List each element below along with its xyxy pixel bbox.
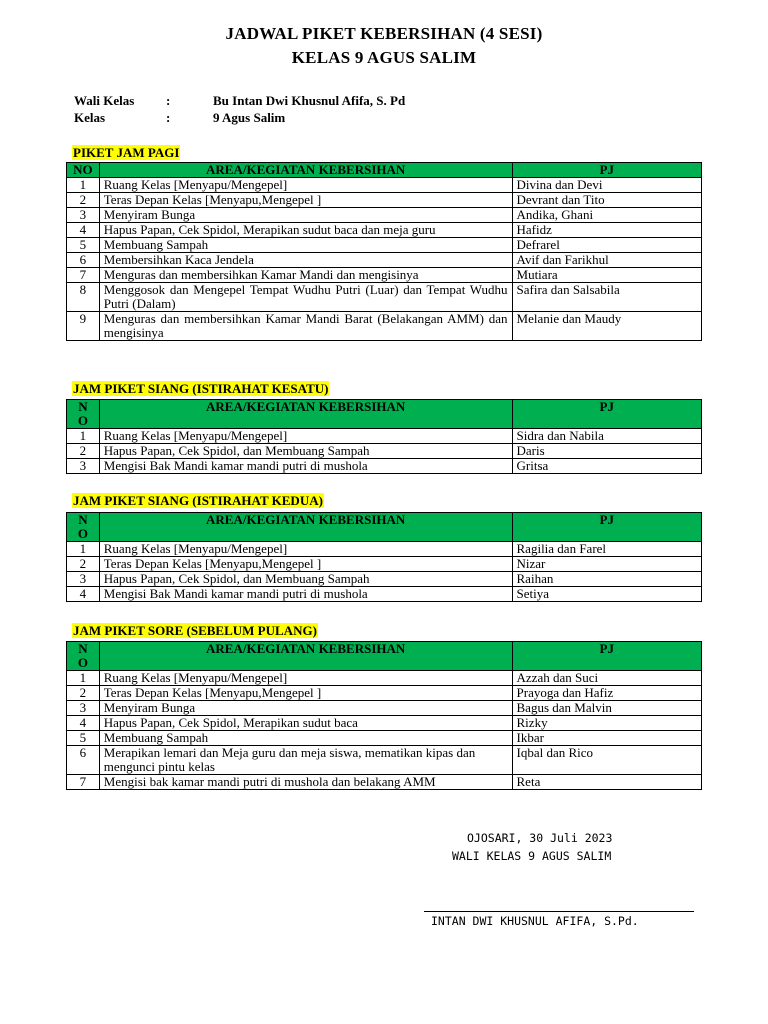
section-title-siang-1: JAM PIKET SIANG (ISTIRAHAT KESATU): [73, 381, 329, 396]
row-pj: Azzah dan Suci: [512, 671, 701, 686]
row-area: Mengisi bak kamar mandi putri di mushola dan belakang AMM: [99, 775, 512, 790]
row-no: 1: [67, 542, 100, 557]
table-siang-1: [66, 399, 702, 474]
section-title-pagi: PIKET JAM PAGI: [73, 145, 180, 160]
table-row: [67, 587, 702, 602]
row-area: Menguras dan membersihkan Kamar Mandi Barat (Belakangan AMM) dan mengisinya: [99, 312, 512, 341]
row-pj: Avif dan Farikhul: [512, 253, 701, 268]
header-area: AREA/KEGIATAN KEBERSIHAN: [99, 163, 512, 178]
header-no: NO: [67, 513, 100, 542]
table-row: [67, 312, 702, 341]
row-no: 5: [67, 731, 100, 746]
table-row: [67, 542, 702, 557]
row-pj: Hafidz: [512, 223, 701, 238]
row-no: 3: [67, 701, 100, 716]
row-pj: Ikbar: [512, 731, 701, 746]
row-area: Teras Depan Kelas [Menyapu,Mengepel ]: [99, 557, 512, 572]
row-pj: Divina dan Devi: [512, 178, 701, 193]
row-area: Mengisi Bak Mandi kamar mandi putri di mushola: [99, 587, 512, 602]
table-row: [67, 283, 702, 312]
row-area: Menyiram Bunga: [99, 208, 512, 223]
table-header-row: [67, 163, 702, 178]
row-no: 6: [67, 746, 100, 775]
header-area: AREA/KEGIATAN KEBERSIHAN: [99, 400, 512, 429]
row-pj: Bagus dan Malvin: [512, 701, 701, 716]
table-row: [67, 557, 702, 572]
header-area: AREA/KEGIATAN KEBERSIHAN: [99, 513, 512, 542]
table-row: [67, 238, 702, 253]
row-area: Menyiram Bunga: [99, 701, 512, 716]
table-row: [67, 746, 702, 775]
row-pj: Devrant dan Tito: [512, 193, 701, 208]
row-no: 1: [67, 671, 100, 686]
kelas-label: Kelas: [74, 110, 106, 125]
row-no: 4: [67, 587, 100, 602]
signature-role: WALI KELAS 9 AGUS SALIM: [452, 849, 612, 863]
table-row: [67, 268, 702, 283]
row-pj: Ragilia dan Farel: [512, 542, 701, 557]
table-row: [67, 775, 702, 790]
row-no: 4: [67, 223, 100, 238]
row-pj: Iqbal dan Rico: [512, 746, 701, 775]
row-pj: Raihan: [512, 572, 701, 587]
row-area: Ruang Kelas [Menyapu/Mengepel]: [99, 429, 512, 444]
row-area: Mengisi Bak Mandi kamar mandi putri di mushola: [99, 459, 512, 474]
row-area: Menggosok dan Mengepel Tempat Wudhu Putri (Luar) dan Tempat Wudhu Putri (Dalam): [99, 283, 512, 312]
wali-kelas-colon: :: [166, 93, 171, 108]
row-no: 2: [67, 557, 100, 572]
row-area: Ruang Kelas [Menyapu/Mengepel]: [99, 542, 512, 557]
row-no: 7: [67, 775, 100, 790]
row-pj: Reta: [512, 775, 701, 790]
table-sore: [66, 641, 702, 790]
row-area: Teras Depan Kelas [Menyapu,Mengepel ]: [99, 193, 512, 208]
kelas-value: 9 Agus Salim: [213, 110, 286, 125]
kelas-colon: :: [166, 110, 171, 125]
row-area: Hapus Papan, Cek Spidol, Merapikan sudut baca dan meja guru: [99, 223, 512, 238]
table-row: [67, 572, 702, 587]
row-area: Hapus Papan, Cek Spidol, dan Membuang Sampah: [99, 572, 512, 587]
section-title-siang-2: JAM PIKET SIANG (ISTIRAHAT KEDUA): [73, 493, 323, 508]
row-pj: Mutiara: [512, 268, 701, 283]
row-no: 6: [67, 253, 100, 268]
row-area: Menguras dan membersihkan Kamar Mandi dan mengisinya: [99, 268, 512, 283]
section-title-sore: JAM PIKET SORE (SEBELUM PULANG): [73, 623, 317, 638]
row-no: 3: [67, 459, 100, 474]
row-no: 3: [67, 208, 100, 223]
row-area: Hapus Papan, Cek Spidol, Merapikan sudut baca: [99, 716, 512, 731]
row-pj: Prayoga dan Hafiz: [512, 686, 701, 701]
signature-place-date: OJOSARI, 30 Juli 2023: [467, 831, 613, 845]
table-row: [67, 223, 702, 238]
row-area: Hapus Papan, Cek Spidol, dan Membuang Sampah: [99, 444, 512, 459]
row-pj: Defrarel: [512, 238, 701, 253]
row-pj: Setiya: [512, 587, 701, 602]
row-area: Membuang Sampah: [99, 731, 512, 746]
row-no: 3: [67, 572, 100, 587]
document-title: JADWAL PIKET KEBERSIHAN (4 SESI): [225, 24, 543, 43]
signature-name: INTAN DWI KHUSNUL AFIFA, S.Pd.: [431, 914, 639, 928]
row-area: Membuang Sampah: [99, 238, 512, 253]
signature-line: [424, 911, 694, 912]
row-no: 9: [67, 312, 100, 341]
header-no: NO: [67, 400, 100, 429]
header-no: NO: [67, 642, 100, 671]
row-area: Ruang Kelas [Menyapu/Mengepel]: [99, 178, 512, 193]
row-no: 1: [67, 429, 100, 444]
row-pj: Sidra dan Nabila: [512, 429, 701, 444]
header-pj: PJ: [512, 163, 701, 178]
row-pj: Gritsa: [512, 459, 701, 474]
table-header-row: [67, 513, 702, 542]
table-row: [67, 208, 702, 223]
header-pj: PJ: [512, 400, 701, 429]
row-area: Membersihkan Kaca Jendela: [99, 253, 512, 268]
table-row: [67, 716, 702, 731]
row-no: 8: [67, 283, 100, 312]
table-row: [67, 178, 702, 193]
table-row: [67, 429, 702, 444]
table-header-row: [67, 400, 702, 429]
table-row: [67, 444, 702, 459]
table-row: [67, 671, 702, 686]
row-area: Teras Depan Kelas [Menyapu,Mengepel ]: [99, 686, 512, 701]
table-row: [67, 686, 702, 701]
row-no: 4: [67, 716, 100, 731]
row-pj: Safira dan Salsabila: [512, 283, 701, 312]
row-no: 1: [67, 178, 100, 193]
row-no: 5: [67, 238, 100, 253]
table-row: [67, 253, 702, 268]
row-pj: Rizky: [512, 716, 701, 731]
wali-kelas-label: Wali Kelas: [74, 93, 135, 108]
document-subtitle: KELAS 9 AGUS SALIM: [291, 48, 477, 67]
row-no: 2: [67, 193, 100, 208]
header-pj: PJ: [512, 642, 701, 671]
table-pagi: [66, 162, 702, 341]
header-no: NO: [67, 163, 100, 178]
row-pj: Melanie dan Maudy: [512, 312, 701, 341]
table-header-row: [67, 642, 702, 671]
row-pj: Andika, Ghani: [512, 208, 701, 223]
table-row: [67, 731, 702, 746]
table-row: [67, 193, 702, 208]
row-pj: Nizar: [512, 557, 701, 572]
row-pj: Daris: [512, 444, 701, 459]
row-no: 7: [67, 268, 100, 283]
table-row: [67, 701, 702, 716]
table-siang-2: [66, 512, 702, 602]
wali-kelas-value: Bu Intan Dwi Khusnul Afifa, S. Pd: [213, 93, 406, 108]
table-row: [67, 459, 702, 474]
header-area: AREA/KEGIATAN KEBERSIHAN: [99, 642, 512, 671]
header-pj: PJ: [512, 513, 701, 542]
row-area: Ruang Kelas [Menyapu/Mengepel]: [99, 671, 512, 686]
row-no: 2: [67, 686, 100, 701]
row-no: 2: [67, 444, 100, 459]
row-area: Merapikan lemari dan Meja guru dan meja siswa, mematikan kipas dan mengunci pintu kelas: [99, 746, 512, 775]
